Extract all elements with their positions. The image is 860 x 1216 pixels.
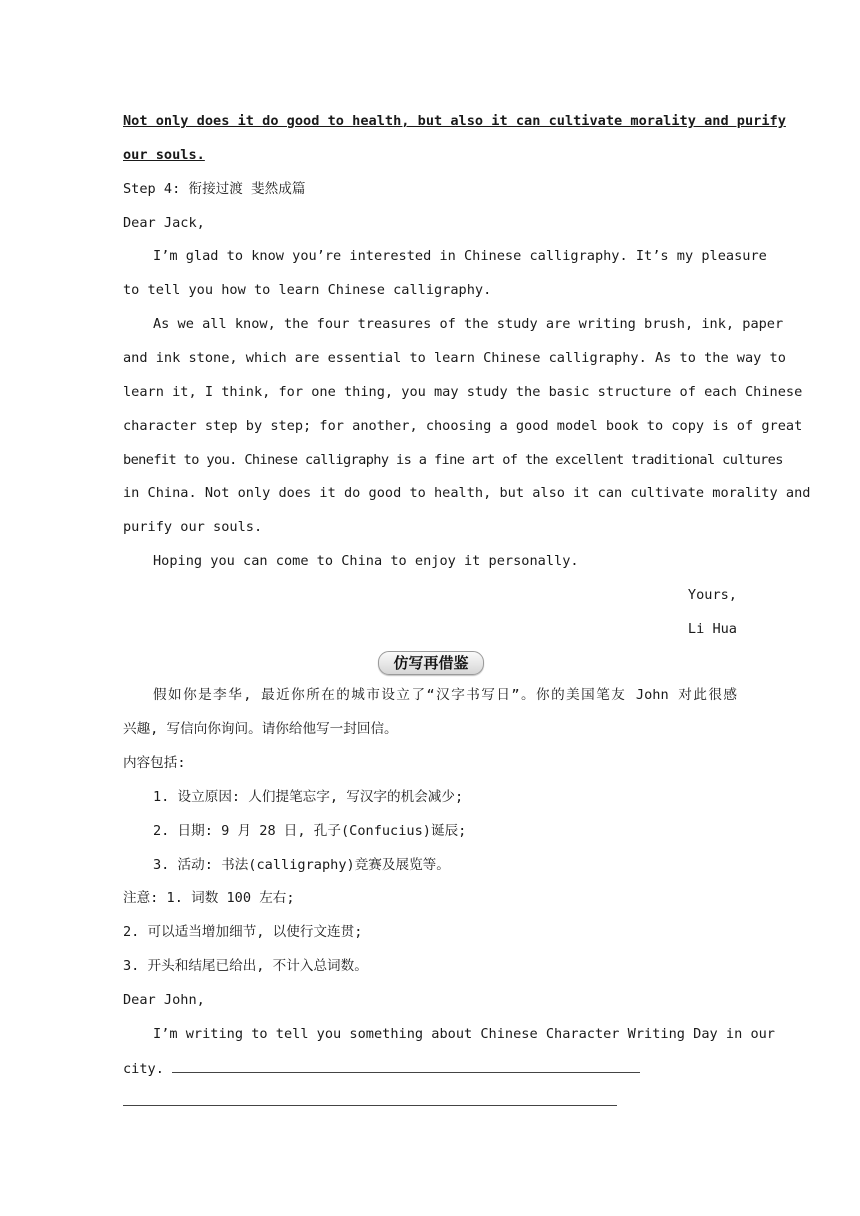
letter-salutation: Dear Jack, — [123, 215, 205, 231]
answer-blank-line-2[interactable] — [123, 1105, 617, 1106]
note-3: 3. 开头和结尾已给出, 不计入总词数。 — [123, 958, 368, 974]
note-1: 注意: 1. 词数 100 左右; — [123, 890, 295, 906]
reply-paragraph-line-1: I’m writing to tell you something about Chinese Character Writing Day in our — [153, 1026, 775, 1042]
letter-signature: Li Hua — [687, 621, 737, 637]
content-label: 内容包括: — [123, 755, 186, 771]
letter-paragraph-1-line-2: to tell you how to learn Chinese calligraphy. — [123, 282, 492, 298]
letter-paragraph-1-line-1: I’m glad to know you’re interested in Chinese calligraphy. It’s my pleasure — [153, 248, 767, 264]
reply-paragraph-line-2 — [123, 1058, 737, 1079]
letter-paragraph-3: Hoping you can come to China to enjoy it personally. — [153, 553, 579, 569]
letter-paragraph-2-line-6: in China. Not only does it do good to health, but also it can cultivate morality and — [123, 485, 811, 501]
step-heading: Step 4: 衔接过渡 斐然成篇 — [123, 181, 306, 197]
content-item-1: 1. 设立原因: 人们提笔忘字, 写汉字的机会减少; — [153, 789, 464, 805]
model-sentence-line-2: our souls. — [123, 147, 205, 163]
letter-paragraph-2-line-7: purify our souls. — [123, 519, 263, 535]
content-item-2: 2. 日期: 9 月 28 日, 孔子(Confucius)诞辰; — [153, 823, 467, 839]
answer-blank-line-1[interactable] — [172, 1058, 640, 1073]
note-2: 2. 可以适当增加细节, 以使行文连贯; — [123, 924, 363, 940]
section-badge: 仿写再借鉴 — [378, 651, 484, 675]
reply-salutation: Dear John, — [123, 992, 205, 1008]
letter-closing: Yours, — [687, 587, 737, 603]
letter-paragraph-2-line-2: and ink stone, which are essential to learn Chinese calligraphy. As to the way to — [123, 350, 786, 366]
content-item-3: 3. 活动: 书法(calligraphy)竞赛及展览等。 — [153, 857, 450, 873]
letter-paragraph-2-line-5: benefit to you. Chinese calligraphy is a fine art of the excellent traditional cultures — [123, 452, 783, 468]
letter-paragraph-2-line-4: character step by step; for another, choosing a good model book to copy is of great — [123, 418, 803, 434]
letter-paragraph-2-line-3: learn it, I think, for one thing, you may study the basic structure of each Chinese — [123, 384, 803, 400]
model-sentence-line-1: Not only does it do good to health, but also it can cultivate morality and purify — [123, 113, 786, 129]
task-intro-line-1: 假如你是李华, 最近你所在的城市设立了“汉字书写日”。你的美国笔友 John 对此很感 — [153, 687, 737, 703]
reply-paragraph-city: city. — [123, 1061, 164, 1077]
letter-paragraph-2-line-1: As we all know, the four treasures of the study are writing brush, ink, paper — [153, 316, 784, 332]
task-intro-line-2: 兴趣, 写信向你询问。请你给他写一封回信。 — [123, 721, 398, 737]
